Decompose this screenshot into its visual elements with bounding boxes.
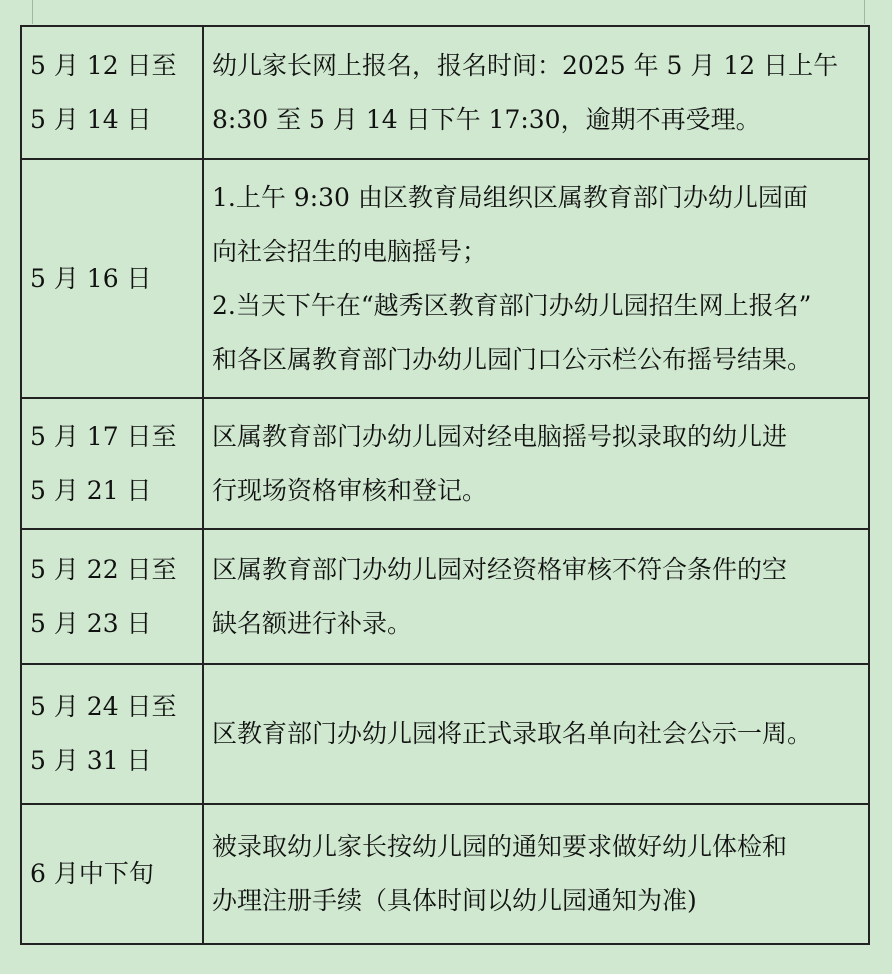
description-line: 2.当天下午在“越秀区教育部门办幼儿园招生网上报名” (212, 290, 812, 320)
description-cell (203, 26, 869, 159)
description-cell (203, 398, 869, 529)
description-line: 向社会招生的电脑摇号； (212, 236, 488, 266)
date-cell: 5 月 22 日至 5 月 23 日 (21, 529, 203, 664)
table-row (21, 804, 869, 944)
enrollment-schedule-table (20, 25, 870, 945)
description-line: 和各区属教育部门办幼儿园门口公示栏公布摇号结果。 (212, 344, 813, 374)
description-line: 1.上午 9:30 由区教育局组织区属教育部门办幼儿园面 (212, 182, 808, 212)
description-line: 行现场资格审核和登记。 (212, 475, 488, 505)
table-row (21, 664, 869, 804)
description-line: 办理注册手续（具体时间以幼儿园通知为准) (212, 886, 697, 915)
description-line: 区教育部门办幼儿园将正式录取名单向社会公示一周。 (212, 719, 813, 748)
table-row (21, 529, 869, 664)
description-cell (203, 159, 869, 398)
description-cell (203, 804, 869, 944)
description-line: 8:30 至 5 月 14 日下午 17:30，逾期不再受理。 (212, 104, 761, 134)
table-row (21, 26, 869, 159)
description-cell (203, 529, 869, 664)
page-edge-right (864, 0, 865, 24)
description-line: 区属教育部门办幼儿园对经电脑摇号拟录取的幼儿进 (212, 421, 788, 451)
page-edge-left (32, 0, 33, 24)
date-cell: 5 月 17 日至 5 月 21 日 (21, 398, 203, 529)
date-cell: 5 月 16 日 (21, 159, 203, 398)
description-cell (203, 664, 869, 804)
description-line: 区属教育部门办幼儿园对经资格审核不符合条件的空 (212, 554, 788, 584)
description-line: 幼儿家长网上报名，报名时间：2025 年 5 月 12 日上午 (212, 50, 839, 80)
table-row (21, 398, 869, 529)
date-cell: 5 月 24 日至 5 月 31 日 (21, 664, 203, 804)
description-line: 被录取幼儿家长按幼儿园的通知要求做好幼儿体检和 (212, 832, 788, 861)
date-cell: 5 月 12 日至 5 月 14 日 (21, 26, 203, 159)
description-line: 缺名额进行补录。 (212, 608, 413, 638)
table-row (21, 159, 869, 398)
date-cell: 6 月中下旬 (21, 804, 203, 944)
